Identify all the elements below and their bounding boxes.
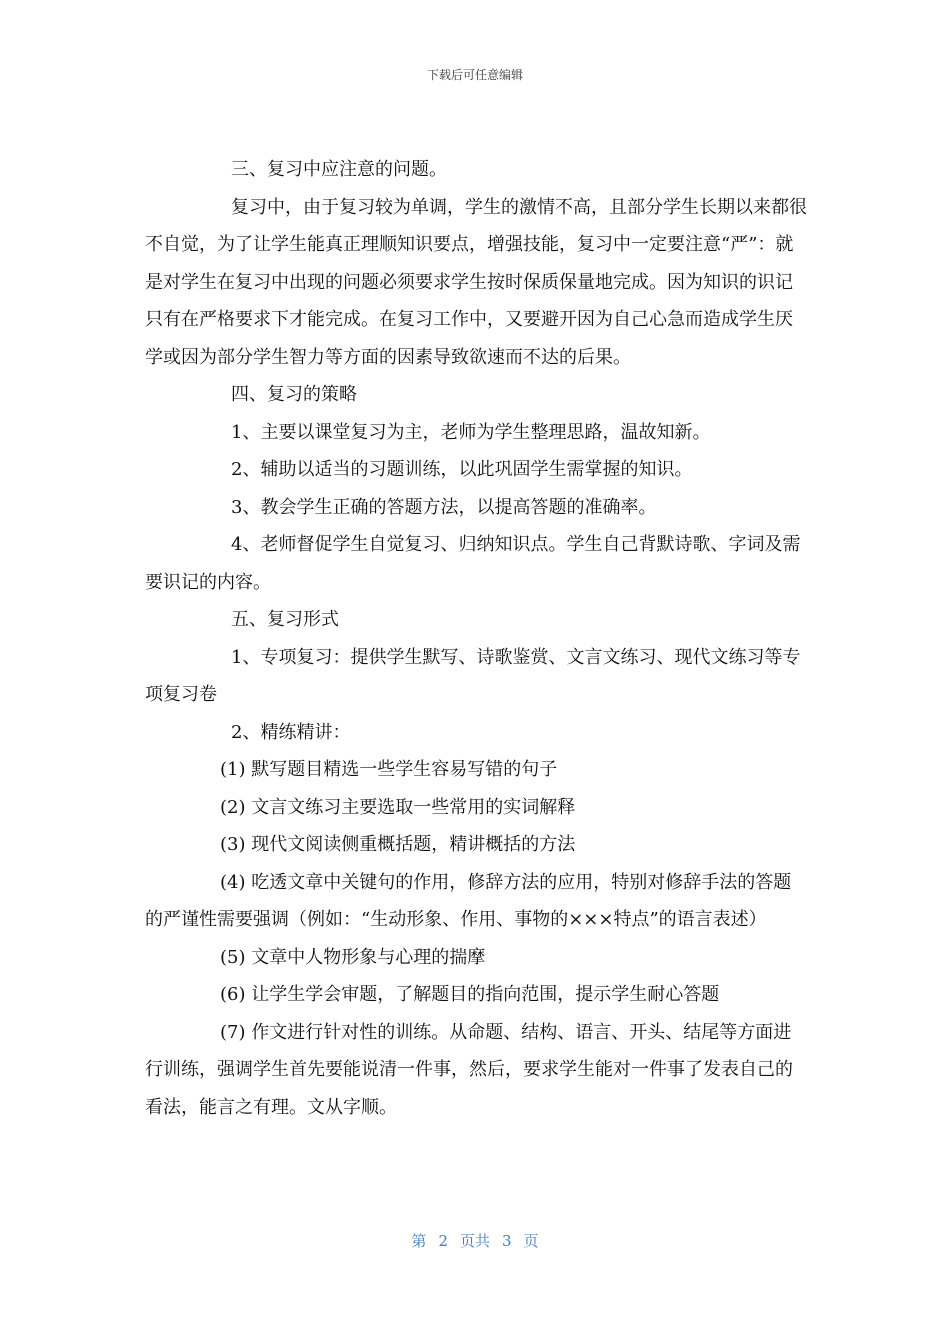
page-footer <box>0 1230 950 1251</box>
sub-list-item: (3) 现代文阅读侧重概括题，精讲概括的方法 <box>220 834 576 855</box>
list-item: 2、辅助以适当的习题训练，以此巩固学生需掌握的知识。 <box>231 459 693 480</box>
list-item: 4、老师督促学生自觉复习、归纳知识点。学生自己背默诗歌、字词及需要识记的内容。 <box>145 534 801 593</box>
document-body <box>145 151 807 1126</box>
sub-list-item: (1) 默写题目精选一些学生容易写错的句子 <box>220 759 558 780</box>
section-heading-5: 五、复习形式 <box>231 609 339 630</box>
sub-list-item: (5) 文章中人物形象与心理的揣摩 <box>220 946 486 968</box>
paragraph: 复习中，由于复习较为单调，学生的激情不高，且部分学生长期以来都很不自觉，为了让学生能真正理顺知识要点，增强技能，复习中一定要注意“严”：就是对学生在复习中出现的问题必须要求学生按时保质保量地完成。因为知识的识记只有在严格要求下才能完成。在复习工作中，又要避开因为自己心急而造成学生厌学或因为部分学生智力等方面的因素导致欲速而不达的后果。 <box>145 196 807 368</box>
sub-list-item: (7) 作文进行针对性的训练。从命题、结构、语言、开头、结尾等方面进行训练，强调学生首先要能说清一件事，然后，要求学生能对一件事了发表自己的看法，能言之有理。文从字顺。 <box>145 1021 793 1118</box>
footer-middle: 页共 <box>459 1232 490 1250</box>
footer-suffix: 页 <box>523 1232 539 1250</box>
section-heading-4: 四、复习的策略 <box>231 384 357 405</box>
total-pages: 3 <box>502 1232 512 1250</box>
list-item: 2、精练精讲： <box>231 721 351 743</box>
footer-prefix: 第 <box>411 1232 427 1250</box>
page-number: 2 <box>438 1232 448 1250</box>
page-header: 下载后可任意编辑 <box>426 68 523 82</box>
sub-list-item: (2) 文言文练习主要选取一些常用的实词解释 <box>220 796 576 818</box>
sub-list-item: (6) 让学生学会审题，了解题目的指向范围，提示学生耐心答题 <box>220 984 720 1005</box>
section-heading-3: 三、复习中应注意的问题。 <box>231 159 447 180</box>
list-item: 3、教会学生正确的答题方法，以提高答题的准确率。 <box>231 496 657 518</box>
sub-list-item: (4) 吃透文章中关键句的作用，修辞方法的应用，特别对修辞手法的答题的严谨性需要强调（例如：“生动形象、作用、事物的×××特点”的语言表述） <box>145 871 792 930</box>
list-item: 1、主要以课堂复习为主，老师为学生整理思路，温故知新。 <box>231 421 711 443</box>
list-item: 1、专项复习：提供学生默写、诗歌鉴赏、文言文练习、现代文练习等专项复习卷 <box>145 646 801 705</box>
